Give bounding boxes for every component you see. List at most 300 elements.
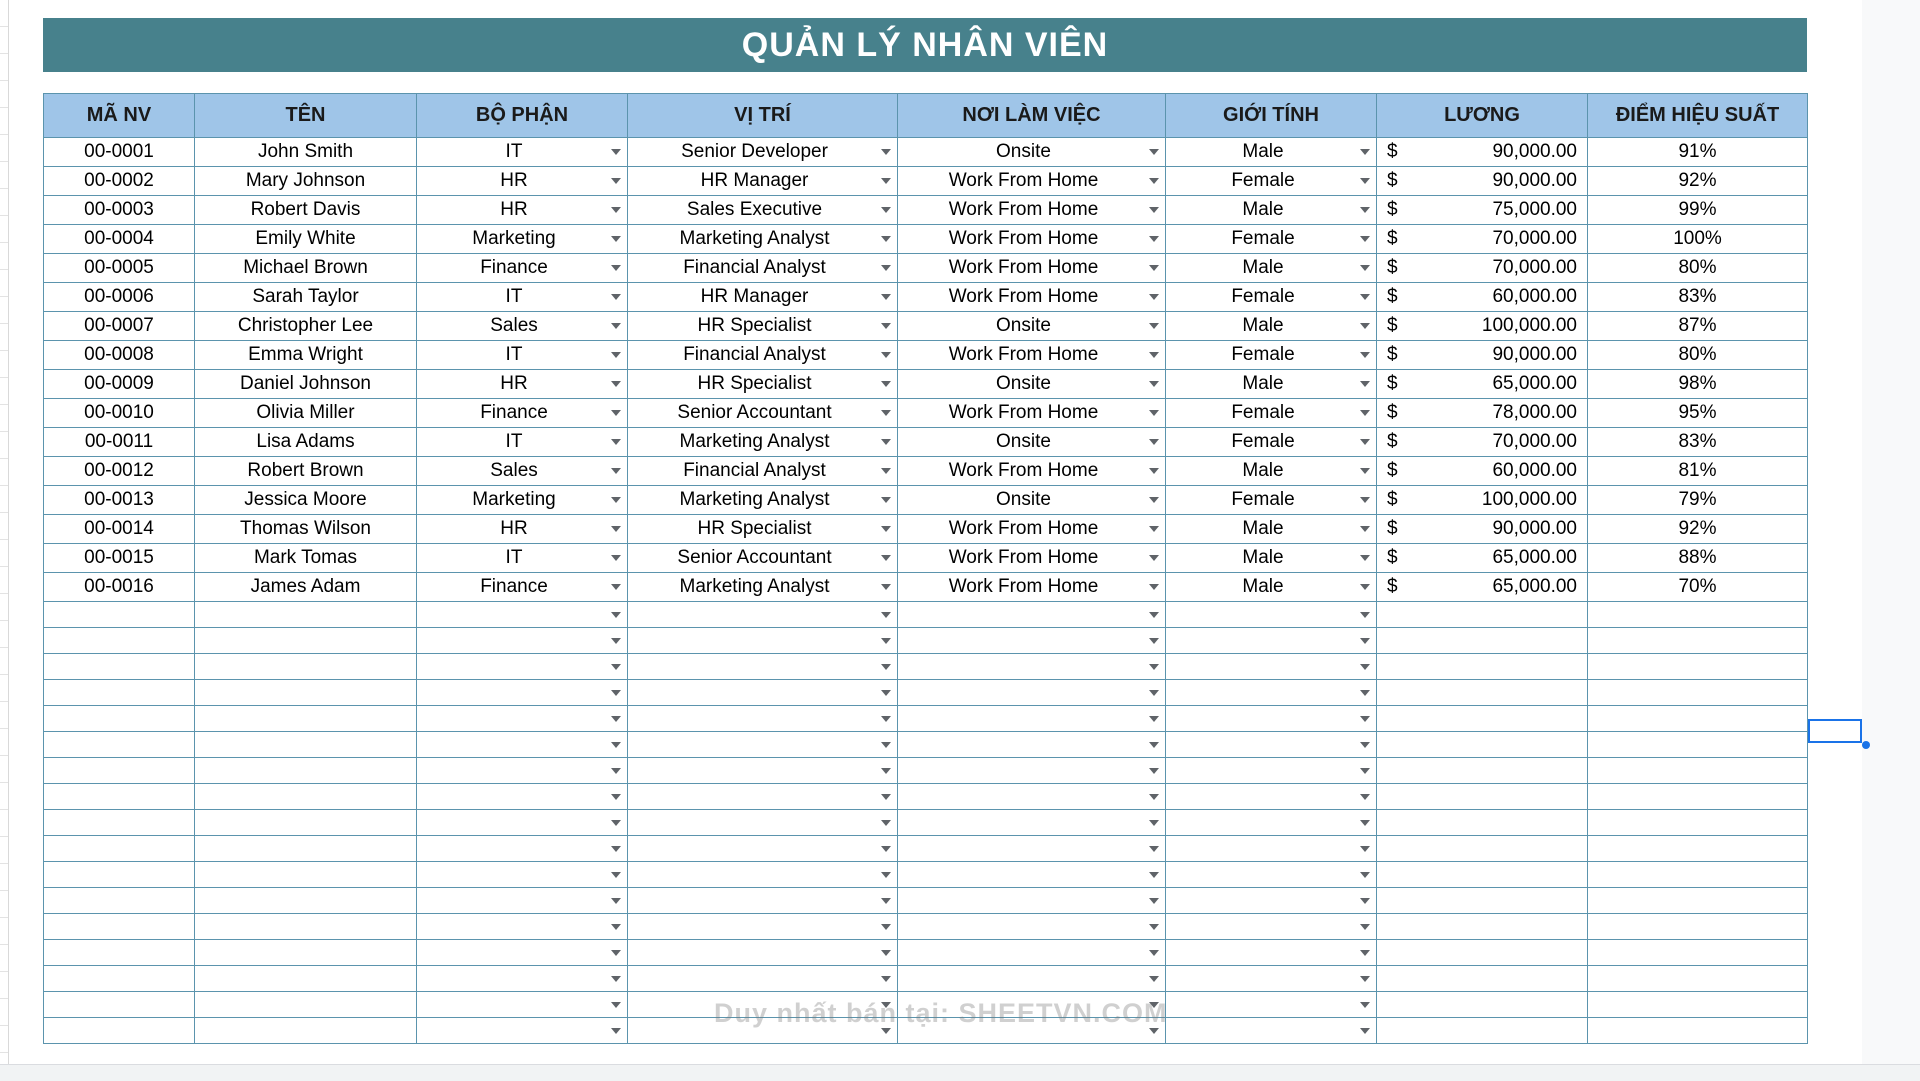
name-cell[interactable]: Robert Brown (195, 457, 417, 486)
gender-dropdown-cell[interactable] (1166, 862, 1377, 888)
department-dropdown-cell[interactable] (417, 254, 628, 283)
salary-cell[interactable] (1377, 732, 1588, 758)
dropdown-arrow-icon[interactable] (1360, 526, 1370, 532)
name-cell[interactable]: John Smith (195, 138, 417, 167)
workplace-dropdown-cell[interactable] (898, 196, 1166, 225)
header-name[interactable]: TÊN (195, 94, 417, 138)
position-dropdown-cell[interactable] (628, 428, 898, 457)
department-dropdown-cell[interactable] (417, 138, 628, 167)
position-dropdown-cell[interactable] (628, 602, 898, 628)
employee-id-cell[interactable] (44, 628, 195, 654)
gender-dropdown-cell[interactable] (1166, 888, 1377, 914)
name-cell[interactable] (195, 888, 417, 914)
position-dropdown-cell[interactable] (628, 758, 898, 784)
salary-cell[interactable] (1377, 914, 1588, 940)
header-position[interactable]: VỊ TRÍ (628, 94, 898, 138)
name-cell[interactable] (195, 836, 417, 862)
dropdown-arrow-icon[interactable] (611, 690, 621, 696)
performance-score-cell[interactable]: 91% (1588, 138, 1808, 167)
dropdown-arrow-icon[interactable] (1360, 664, 1370, 670)
dropdown-arrow-icon[interactable] (611, 352, 621, 358)
position-dropdown-cell[interactable] (628, 654, 898, 680)
dropdown-arrow-icon[interactable] (1149, 716, 1159, 722)
performance-score-cell[interactable] (1588, 1018, 1808, 1044)
dropdown-arrow-icon[interactable] (1149, 742, 1159, 748)
salary-cell[interactable] (1377, 706, 1588, 732)
dropdown-arrow-icon[interactable] (611, 924, 621, 930)
dropdown-arrow-icon[interactable] (611, 872, 621, 878)
department-dropdown-cell[interactable] (417, 225, 628, 254)
gender-dropdown-cell[interactable] (1166, 167, 1377, 196)
workplace-dropdown-cell[interactable] (898, 486, 1166, 515)
dropdown-arrow-icon[interactable] (881, 638, 891, 644)
position-dropdown-cell[interactable] (628, 966, 898, 992)
name-cell[interactable] (195, 758, 417, 784)
salary-cell[interactable] (1377, 428, 1588, 457)
dropdown-arrow-icon[interactable] (881, 794, 891, 800)
performance-score-cell[interactable] (1588, 706, 1808, 732)
performance-score-cell[interactable] (1588, 654, 1808, 680)
employee-id-cell[interactable]: 00-0011 (44, 428, 195, 457)
dropdown-arrow-icon[interactable] (881, 178, 891, 184)
employee-id-cell[interactable] (44, 888, 195, 914)
salary-cell[interactable] (1377, 283, 1588, 312)
performance-score-cell[interactable]: 92% (1588, 167, 1808, 196)
workplace-dropdown-cell[interactable] (898, 167, 1166, 196)
dropdown-arrow-icon[interactable] (1149, 584, 1159, 590)
dropdown-arrow-icon[interactable] (1360, 149, 1370, 155)
employee-id-cell[interactable]: 00-0007 (44, 312, 195, 341)
salary-cell[interactable] (1377, 784, 1588, 810)
department-dropdown-cell[interactable] (417, 732, 628, 758)
department-dropdown-cell[interactable] (417, 196, 628, 225)
performance-score-cell[interactable]: 83% (1588, 428, 1808, 457)
position-dropdown-cell[interactable] (628, 680, 898, 706)
header-gender[interactable]: GIỚI TÍNH (1166, 94, 1377, 138)
dropdown-arrow-icon[interactable] (611, 768, 621, 774)
active-cell-selection[interactable] (1808, 719, 1862, 743)
employee-id-cell[interactable]: 00-0014 (44, 515, 195, 544)
dropdown-arrow-icon[interactable] (1149, 846, 1159, 852)
salary-cell[interactable] (1377, 888, 1588, 914)
department-dropdown-cell[interactable] (417, 680, 628, 706)
employee-id-cell[interactable]: 00-0012 (44, 457, 195, 486)
dropdown-arrow-icon[interactable] (611, 381, 621, 387)
dropdown-arrow-icon[interactable] (1360, 638, 1370, 644)
performance-score-cell[interactable] (1588, 810, 1808, 836)
salary-cell[interactable] (1377, 225, 1588, 254)
gender-dropdown-cell[interactable] (1166, 254, 1377, 283)
gender-dropdown-cell[interactable] (1166, 940, 1377, 966)
dropdown-arrow-icon[interactable] (1360, 924, 1370, 930)
workplace-dropdown-cell[interactable] (898, 654, 1166, 680)
position-dropdown-cell[interactable] (628, 732, 898, 758)
dropdown-arrow-icon[interactable] (1360, 794, 1370, 800)
position-dropdown-cell[interactable] (628, 486, 898, 515)
employee-id-cell[interactable] (44, 732, 195, 758)
workplace-dropdown-cell[interactable] (898, 680, 1166, 706)
name-cell[interactable] (195, 914, 417, 940)
name-cell[interactable] (195, 862, 417, 888)
performance-score-cell[interactable] (1588, 758, 1808, 784)
dropdown-arrow-icon[interactable] (1360, 1028, 1370, 1034)
salary-cell[interactable] (1377, 544, 1588, 573)
dropdown-arrow-icon[interactable] (1360, 468, 1370, 474)
dropdown-arrow-icon[interactable] (1360, 716, 1370, 722)
position-dropdown-cell[interactable] (628, 836, 898, 862)
dropdown-arrow-icon[interactable] (1149, 178, 1159, 184)
dropdown-arrow-icon[interactable] (1149, 924, 1159, 930)
performance-score-cell[interactable]: 95% (1588, 399, 1808, 428)
salary-cell[interactable] (1377, 862, 1588, 888)
salary-cell[interactable] (1377, 399, 1588, 428)
dropdown-arrow-icon[interactable] (1149, 352, 1159, 358)
dropdown-arrow-icon[interactable] (1360, 950, 1370, 956)
dropdown-arrow-icon[interactable] (611, 468, 621, 474)
dropdown-arrow-icon[interactable] (1360, 497, 1370, 503)
dropdown-arrow-icon[interactable] (611, 820, 621, 826)
gender-dropdown-cell[interactable] (1166, 341, 1377, 370)
dropdown-arrow-icon[interactable] (881, 294, 891, 300)
dropdown-arrow-icon[interactable] (611, 294, 621, 300)
dropdown-arrow-icon[interactable] (1360, 294, 1370, 300)
salary-cell[interactable] (1377, 992, 1588, 1018)
gender-dropdown-cell[interactable] (1166, 810, 1377, 836)
dropdown-arrow-icon[interactable] (1360, 742, 1370, 748)
position-dropdown-cell[interactable] (628, 283, 898, 312)
workplace-dropdown-cell[interactable] (898, 602, 1166, 628)
workplace-dropdown-cell[interactable] (898, 914, 1166, 940)
salary-cell[interactable] (1377, 628, 1588, 654)
department-dropdown-cell[interactable] (417, 428, 628, 457)
dropdown-arrow-icon[interactable] (881, 820, 891, 826)
dropdown-arrow-icon[interactable] (611, 207, 621, 213)
employee-id-cell[interactable] (44, 654, 195, 680)
workplace-dropdown-cell[interactable] (898, 254, 1166, 283)
dropdown-arrow-icon[interactable] (1149, 439, 1159, 445)
workplace-dropdown-cell[interactable] (898, 370, 1166, 399)
gender-dropdown-cell[interactable] (1166, 628, 1377, 654)
fill-handle[interactable] (1862, 741, 1870, 749)
dropdown-arrow-icon[interactable] (611, 612, 621, 618)
performance-score-cell[interactable]: 83% (1588, 283, 1808, 312)
dropdown-arrow-icon[interactable] (881, 207, 891, 213)
dropdown-arrow-icon[interactable] (1360, 236, 1370, 242)
workplace-dropdown-cell[interactable] (898, 428, 1166, 457)
department-dropdown-cell[interactable] (417, 784, 628, 810)
department-dropdown-cell[interactable] (417, 573, 628, 602)
name-cell[interactable]: Emma Wright (195, 341, 417, 370)
position-dropdown-cell[interactable] (628, 254, 898, 283)
name-cell[interactable] (195, 940, 417, 966)
position-dropdown-cell[interactable] (628, 312, 898, 341)
name-cell[interactable]: Mark Tomas (195, 544, 417, 573)
salary-cell[interactable] (1377, 167, 1588, 196)
department-dropdown-cell[interactable] (417, 836, 628, 862)
employee-id-cell[interactable] (44, 602, 195, 628)
name-cell[interactable]: Olivia Miller (195, 399, 417, 428)
dropdown-arrow-icon[interactable] (611, 149, 621, 155)
dropdown-arrow-icon[interactable] (881, 439, 891, 445)
salary-cell[interactable] (1377, 312, 1588, 341)
gender-dropdown-cell[interactable] (1166, 966, 1377, 992)
salary-cell[interactable] (1377, 138, 1588, 167)
dropdown-arrow-icon[interactable] (611, 716, 621, 722)
gender-dropdown-cell[interactable] (1166, 758, 1377, 784)
dropdown-arrow-icon[interactable] (1360, 872, 1370, 878)
employee-id-cell[interactable] (44, 784, 195, 810)
dropdown-arrow-icon[interactable] (1360, 820, 1370, 826)
dropdown-arrow-icon[interactable] (881, 149, 891, 155)
workplace-dropdown-cell[interactable] (898, 758, 1166, 784)
salary-cell[interactable] (1377, 654, 1588, 680)
performance-score-cell[interactable]: 88% (1588, 544, 1808, 573)
workplace-dropdown-cell[interactable] (898, 457, 1166, 486)
dropdown-arrow-icon[interactable] (611, 526, 621, 532)
performance-score-cell[interactable] (1588, 966, 1808, 992)
department-dropdown-cell[interactable] (417, 370, 628, 399)
dropdown-arrow-icon[interactable] (881, 323, 891, 329)
dropdown-arrow-icon[interactable] (1149, 468, 1159, 474)
gender-dropdown-cell[interactable] (1166, 515, 1377, 544)
workplace-dropdown-cell[interactable] (898, 706, 1166, 732)
dropdown-arrow-icon[interactable] (1360, 612, 1370, 618)
workplace-dropdown-cell[interactable] (898, 862, 1166, 888)
performance-score-cell[interactable]: 80% (1588, 341, 1808, 370)
dropdown-arrow-icon[interactable] (1360, 768, 1370, 774)
dropdown-arrow-icon[interactable] (1149, 149, 1159, 155)
department-dropdown-cell[interactable] (417, 914, 628, 940)
name-cell[interactable] (195, 1018, 417, 1044)
dropdown-arrow-icon[interactable] (881, 768, 891, 774)
dropdown-arrow-icon[interactable] (1149, 976, 1159, 982)
bottom-scrollbar[interactable] (0, 1064, 1920, 1081)
dropdown-arrow-icon[interactable] (881, 236, 891, 242)
salary-cell[interactable] (1377, 966, 1588, 992)
dropdown-arrow-icon[interactable] (1149, 612, 1159, 618)
position-dropdown-cell[interactable] (628, 167, 898, 196)
performance-score-cell[interactable]: 81% (1588, 457, 1808, 486)
dropdown-arrow-icon[interactable] (1360, 584, 1370, 590)
workplace-dropdown-cell[interactable] (898, 810, 1166, 836)
name-cell[interactable]: Christopher Lee (195, 312, 417, 341)
salary-cell[interactable] (1377, 457, 1588, 486)
department-dropdown-cell[interactable] (417, 654, 628, 680)
gender-dropdown-cell[interactable] (1166, 1018, 1377, 1044)
dropdown-arrow-icon[interactable] (1149, 497, 1159, 503)
dropdown-arrow-icon[interactable] (611, 178, 621, 184)
position-dropdown-cell[interactable] (628, 225, 898, 254)
workplace-dropdown-cell[interactable] (898, 966, 1166, 992)
salary-cell[interactable] (1377, 940, 1588, 966)
position-dropdown-cell[interactable] (628, 573, 898, 602)
department-dropdown-cell[interactable] (417, 283, 628, 312)
dropdown-arrow-icon[interactable] (1149, 381, 1159, 387)
position-dropdown-cell[interactable] (628, 370, 898, 399)
gender-dropdown-cell[interactable] (1166, 225, 1377, 254)
name-cell[interactable]: Sarah Taylor (195, 283, 417, 312)
workplace-dropdown-cell[interactable] (898, 283, 1166, 312)
employee-id-cell[interactable] (44, 914, 195, 940)
workplace-dropdown-cell[interactable] (898, 573, 1166, 602)
department-dropdown-cell[interactable] (417, 992, 628, 1018)
dropdown-arrow-icon[interactable] (881, 664, 891, 670)
employee-id-cell[interactable]: 00-0009 (44, 370, 195, 399)
department-dropdown-cell[interactable] (417, 457, 628, 486)
name-cell[interactable] (195, 966, 417, 992)
dropdown-arrow-icon[interactable] (1149, 265, 1159, 271)
dropdown-arrow-icon[interactable] (881, 716, 891, 722)
header-workplace[interactable]: NƠI LÀM VIỆC (898, 94, 1166, 138)
dropdown-arrow-icon[interactable] (1149, 323, 1159, 329)
workplace-dropdown-cell[interactable] (898, 732, 1166, 758)
position-dropdown-cell[interactable] (628, 914, 898, 940)
name-cell[interactable] (195, 628, 417, 654)
dropdown-arrow-icon[interactable] (611, 950, 621, 956)
performance-score-cell[interactable]: 100% (1588, 225, 1808, 254)
performance-score-cell[interactable]: 79% (1588, 486, 1808, 515)
employee-id-cell[interactable]: 00-0010 (44, 399, 195, 428)
workplace-dropdown-cell[interactable] (898, 940, 1166, 966)
dropdown-arrow-icon[interactable] (881, 497, 891, 503)
gender-dropdown-cell[interactable] (1166, 784, 1377, 810)
workplace-dropdown-cell[interactable] (898, 515, 1166, 544)
performance-score-cell[interactable] (1588, 628, 1808, 654)
salary-cell[interactable] (1377, 515, 1588, 544)
dropdown-arrow-icon[interactable] (1360, 898, 1370, 904)
name-cell[interactable]: Thomas Wilson (195, 515, 417, 544)
dropdown-arrow-icon[interactable] (881, 950, 891, 956)
position-dropdown-cell[interactable] (628, 888, 898, 914)
dropdown-arrow-icon[interactable] (1149, 794, 1159, 800)
dropdown-arrow-icon[interactable] (1360, 690, 1370, 696)
dropdown-arrow-icon[interactable] (1360, 555, 1370, 561)
department-dropdown-cell[interactable] (417, 706, 628, 732)
salary-cell[interactable] (1377, 602, 1588, 628)
dropdown-arrow-icon[interactable] (1360, 323, 1370, 329)
dropdown-arrow-icon[interactable] (881, 612, 891, 618)
dropdown-arrow-icon[interactable] (611, 323, 621, 329)
name-cell[interactable] (195, 654, 417, 680)
dropdown-arrow-icon[interactable] (1360, 1002, 1370, 1008)
dropdown-arrow-icon[interactable] (1149, 236, 1159, 242)
employee-id-cell[interactable]: 00-0005 (44, 254, 195, 283)
gender-dropdown-cell[interactable] (1166, 544, 1377, 573)
performance-score-cell[interactable] (1588, 914, 1808, 940)
header-department[interactable]: BỘ PHẬN (417, 94, 628, 138)
department-dropdown-cell[interactable] (417, 486, 628, 515)
dropdown-arrow-icon[interactable] (1149, 872, 1159, 878)
gender-dropdown-cell[interactable] (1166, 602, 1377, 628)
dropdown-arrow-icon[interactable] (1360, 178, 1370, 184)
salary-cell[interactable] (1377, 196, 1588, 225)
name-cell[interactable] (195, 680, 417, 706)
position-dropdown-cell[interactable] (628, 940, 898, 966)
position-dropdown-cell[interactable] (628, 810, 898, 836)
dropdown-arrow-icon[interactable] (881, 468, 891, 474)
employee-id-cell[interactable]: 00-0003 (44, 196, 195, 225)
employee-id-cell[interactable] (44, 836, 195, 862)
employee-id-cell[interactable] (44, 810, 195, 836)
dropdown-arrow-icon[interactable] (611, 1002, 621, 1008)
employee-id-cell[interactable]: 00-0002 (44, 167, 195, 196)
position-dropdown-cell[interactable] (628, 862, 898, 888)
name-cell[interactable] (195, 992, 417, 1018)
dropdown-arrow-icon[interactable] (881, 924, 891, 930)
employee-id-cell[interactable]: 00-0008 (44, 341, 195, 370)
employee-id-cell[interactable] (44, 966, 195, 992)
position-dropdown-cell[interactable] (628, 784, 898, 810)
employee-id-cell[interactable]: 00-0016 (44, 573, 195, 602)
employee-id-cell[interactable] (44, 992, 195, 1018)
employee-id-cell[interactable]: 00-0015 (44, 544, 195, 573)
department-dropdown-cell[interactable] (417, 515, 628, 544)
performance-score-cell[interactable] (1588, 732, 1808, 758)
header-performance-score[interactable]: ĐIỂM HIỆU SUẤT (1588, 94, 1808, 138)
department-dropdown-cell[interactable] (417, 862, 628, 888)
dropdown-arrow-icon[interactable] (1149, 555, 1159, 561)
header-employee-id[interactable]: MÃ NV (44, 94, 195, 138)
dropdown-arrow-icon[interactable] (1149, 664, 1159, 670)
name-cell[interactable]: James Adam (195, 573, 417, 602)
name-cell[interactable]: Robert Davis (195, 196, 417, 225)
gender-dropdown-cell[interactable] (1166, 138, 1377, 167)
performance-score-cell[interactable] (1588, 680, 1808, 706)
name-cell[interactable] (195, 602, 417, 628)
position-dropdown-cell[interactable] (628, 515, 898, 544)
gender-dropdown-cell[interactable] (1166, 573, 1377, 602)
dropdown-arrow-icon[interactable] (881, 352, 891, 358)
dropdown-arrow-icon[interactable] (1149, 820, 1159, 826)
salary-cell[interactable] (1377, 758, 1588, 784)
gender-dropdown-cell[interactable] (1166, 706, 1377, 732)
department-dropdown-cell[interactable] (417, 167, 628, 196)
dropdown-arrow-icon[interactable] (611, 497, 621, 503)
dropdown-arrow-icon[interactable] (881, 265, 891, 271)
name-cell[interactable]: Jessica Moore (195, 486, 417, 515)
dropdown-arrow-icon[interactable] (1360, 207, 1370, 213)
performance-score-cell[interactable]: 80% (1588, 254, 1808, 283)
performance-score-cell[interactable] (1588, 836, 1808, 862)
dropdown-arrow-icon[interactable] (1149, 410, 1159, 416)
name-cell[interactable]: Mary Johnson (195, 167, 417, 196)
department-dropdown-cell[interactable] (417, 940, 628, 966)
dropdown-arrow-icon[interactable] (1149, 950, 1159, 956)
workplace-dropdown-cell[interactable] (898, 888, 1166, 914)
department-dropdown-cell[interactable] (417, 888, 628, 914)
position-dropdown-cell[interactable] (628, 457, 898, 486)
employee-id-cell[interactable] (44, 862, 195, 888)
employee-id-cell[interactable] (44, 706, 195, 732)
dropdown-arrow-icon[interactable] (1360, 410, 1370, 416)
dropdown-arrow-icon[interactable] (1360, 846, 1370, 852)
dropdown-arrow-icon[interactable] (611, 976, 621, 982)
employee-id-cell[interactable]: 00-0006 (44, 283, 195, 312)
workplace-dropdown-cell[interactable] (898, 836, 1166, 862)
dropdown-arrow-icon[interactable] (1360, 265, 1370, 271)
dropdown-arrow-icon[interactable] (611, 265, 621, 271)
dropdown-arrow-icon[interactable] (1149, 768, 1159, 774)
dropdown-arrow-icon[interactable] (611, 439, 621, 445)
performance-score-cell[interactable] (1588, 940, 1808, 966)
workplace-dropdown-cell[interactable] (898, 784, 1166, 810)
name-cell[interactable]: Lisa Adams (195, 428, 417, 457)
name-cell[interactable]: Daniel Johnson (195, 370, 417, 399)
workplace-dropdown-cell[interactable] (898, 399, 1166, 428)
salary-cell[interactable] (1377, 341, 1588, 370)
gender-dropdown-cell[interactable] (1166, 457, 1377, 486)
position-dropdown-cell[interactable] (628, 628, 898, 654)
